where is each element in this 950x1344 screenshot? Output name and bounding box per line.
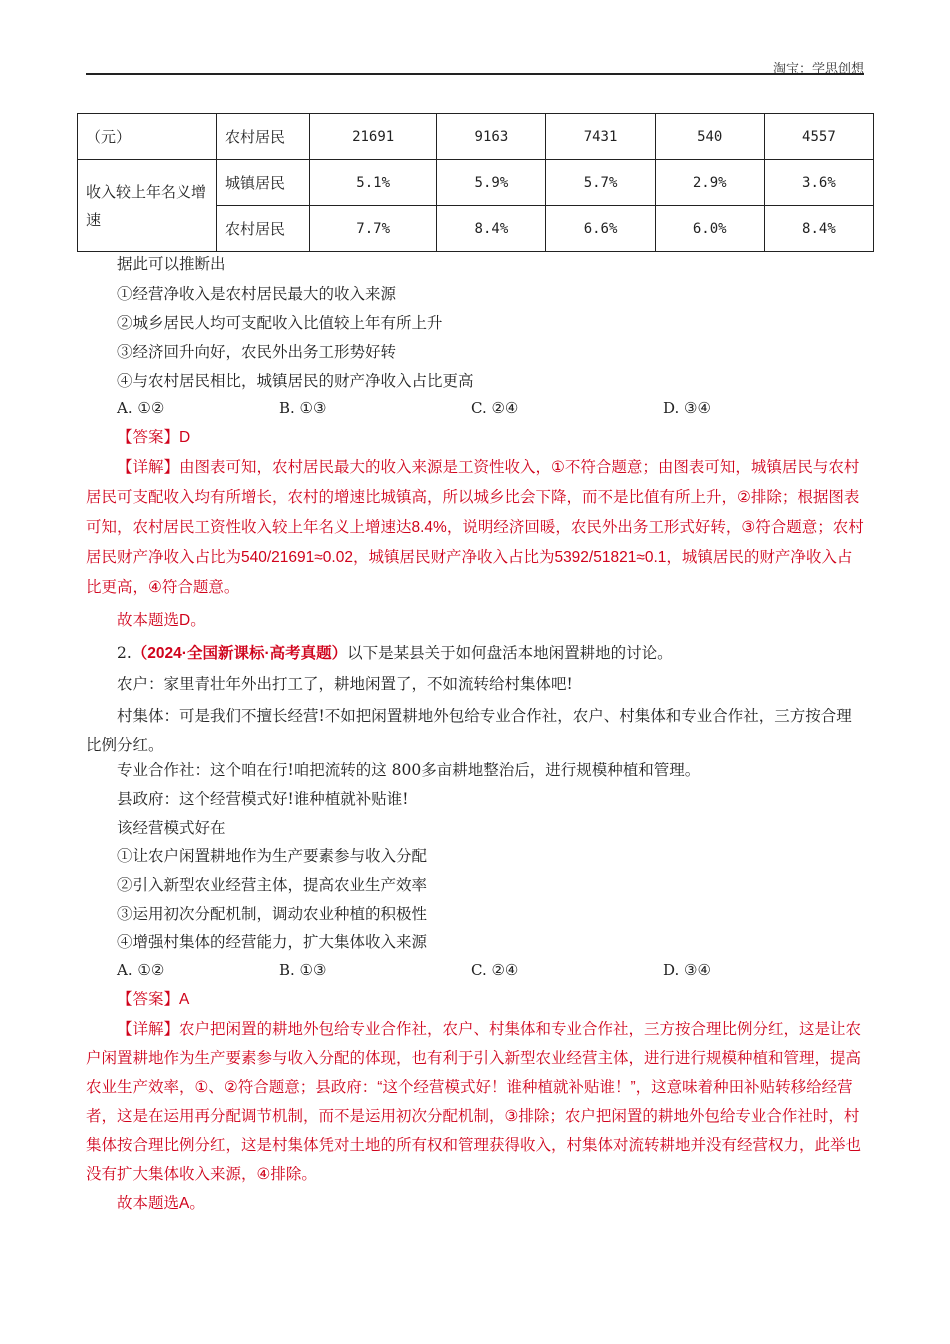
table-cell: 7431 [546, 114, 655, 160]
q2-number: 2. [117, 644, 132, 662]
dialogue-government: 县政府：这个经营模式好!谁种植就补贴谁! [117, 790, 409, 808]
option-a: A. ①② [117, 961, 165, 979]
q2-item: ②引入新型农业经营主体，提高农业生产效率 [117, 876, 428, 894]
q2-item: ①让农户闲置耕地作为生产要素参与收入分配 [117, 847, 428, 865]
table-cell: 9163 [437, 114, 546, 160]
q2-item: ④增强村集体的经营能力，扩大集体收入来源 [117, 933, 428, 951]
q2-conclusion: 故本题选A。 [117, 1195, 205, 1212]
q1-item: ④与农村居民相比，城镇居民的财产净收入占比更高 [117, 372, 474, 390]
header-rule [86, 73, 864, 75]
table-cell: 4557 [764, 114, 873, 160]
table-cell: 8.4% [764, 206, 873, 252]
q1-detail: 【详解】由图表可知，农村居民最大的收入来源是工资性收入，①不符合题意；由图表可知，城镇居民与农村居民可支配收入均有所增长，农村的增速比城镇高，所以城乡比会下降，而不是比值有所上升，②排除；根据图表可知，农村居民工资性收入较上年名义上增速达8.4%，说明经济回暖，农民外出务工形式好转，③符合题意；农村居民财产净收入占比为540/21691≈0.02，城镇居民财产净收入占比为5392/51821≈0.1，城镇居民的财产净收入占比更高，④符合题意。 [86, 459, 864, 596]
option-b: B. ①③ [279, 961, 327, 979]
option-d: D. ③④ [663, 961, 711, 979]
table-cell: 城镇居民 [217, 160, 310, 206]
dialogue-farmer: 农户：家里青壮年外出打工了，耕地闲置了，不如流转给村集体吧! [117, 675, 573, 693]
table-cell: 8.4% [437, 206, 546, 252]
q1-conclusion: 故本题选D。 [117, 612, 206, 629]
q2-stem-text: 以下是某县关于如何盘活本地闲置耕地的讨论。 [347, 644, 673, 662]
dialogue-village: 村集体：可是我们不擅长经营!不如把闲置耕地外包给专业合作社，农户、村集体和专业合作社，三方按合理比例分红。 [86, 707, 852, 754]
q2-stem [117, 643, 673, 664]
q2-detail: 【详解】农户把闲置的耕地外包给专业合作社，农户、村集体和专业合作社，三方按合理比例分红，这是让农户闲置耕地作为生产要素参与收入分配的体现，也有利于引入新型农业经营主体，进行进行规模种植和管理，提高农业生产效率，①、②符合题意；县政府：“这个经营模式好！谁种植就补贴谁！”，这意味着种田补贴转移给经营者，这是在运用再分配调节机制，而不是运用初次分配机制，③排除；农户把闲置的耕地外包给专业合作社时，村集体按合理比例分红，这是村集体凭对土地的所有权和管理获得收入，村集体对流转耕地并没有经营权力，此举也没有扩大集体收入来源，④排除。 [86, 1021, 862, 1183]
q2-item: ③运用初次分配机制，调动农业种植的积极性 [117, 905, 428, 923]
table-cell: 6.0% [655, 206, 764, 252]
option-a: A. ①② [117, 399, 165, 417]
dialogue-coop: 专业合作社：这个咱在行!咱把流转的这 800多亩耕地整治后，进行规模种植和管理。 [117, 761, 701, 779]
table-cell: 2.9% [655, 160, 764, 206]
q1-item: ③经济回升向好，农民外出务工形势好转 [117, 343, 397, 361]
table-cell: 农村居民 [217, 206, 310, 252]
table-cell: 7.7% [310, 206, 437, 252]
table-cell: 5.7% [546, 160, 655, 206]
q2-answer: 【答案】A [117, 991, 190, 1008]
q1-answer: 【答案】D [117, 429, 191, 446]
table-row [78, 114, 874, 160]
table-cell: 5.1% [310, 160, 437, 206]
table-cell: 5.9% [437, 160, 546, 206]
table-cell: 21691 [310, 114, 437, 160]
q2-source: （2024·全国新课标·高考真题） [131, 645, 348, 662]
header-text: 淘宝：学思创想 [772, 62, 864, 77]
q1-lead: 据此可以推断出 [117, 255, 226, 273]
option-c: C. ②④ [471, 961, 519, 979]
table-cell: 农村居民 [217, 114, 310, 160]
option-d: D. ③④ [663, 399, 711, 417]
income-table [77, 113, 874, 252]
table-cell: 540 [655, 114, 764, 160]
option-b: B. ①③ [279, 399, 327, 417]
table-cell: （元） [78, 114, 217, 160]
table-row [78, 160, 874, 206]
q1-item: ②城乡居民人均可支配收入比值较上年有所上升 [117, 314, 443, 332]
q2-lead: 该经营模式好在 [117, 819, 226, 837]
table-cell: 6.6% [546, 206, 655, 252]
q1-item: ①经营净收入是农村居民最大的收入来源 [117, 285, 397, 303]
table-cell: 收入较上年名义增速 [78, 160, 217, 252]
option-c: C. ②④ [471, 399, 519, 417]
table-cell: 3.6% [764, 160, 873, 206]
